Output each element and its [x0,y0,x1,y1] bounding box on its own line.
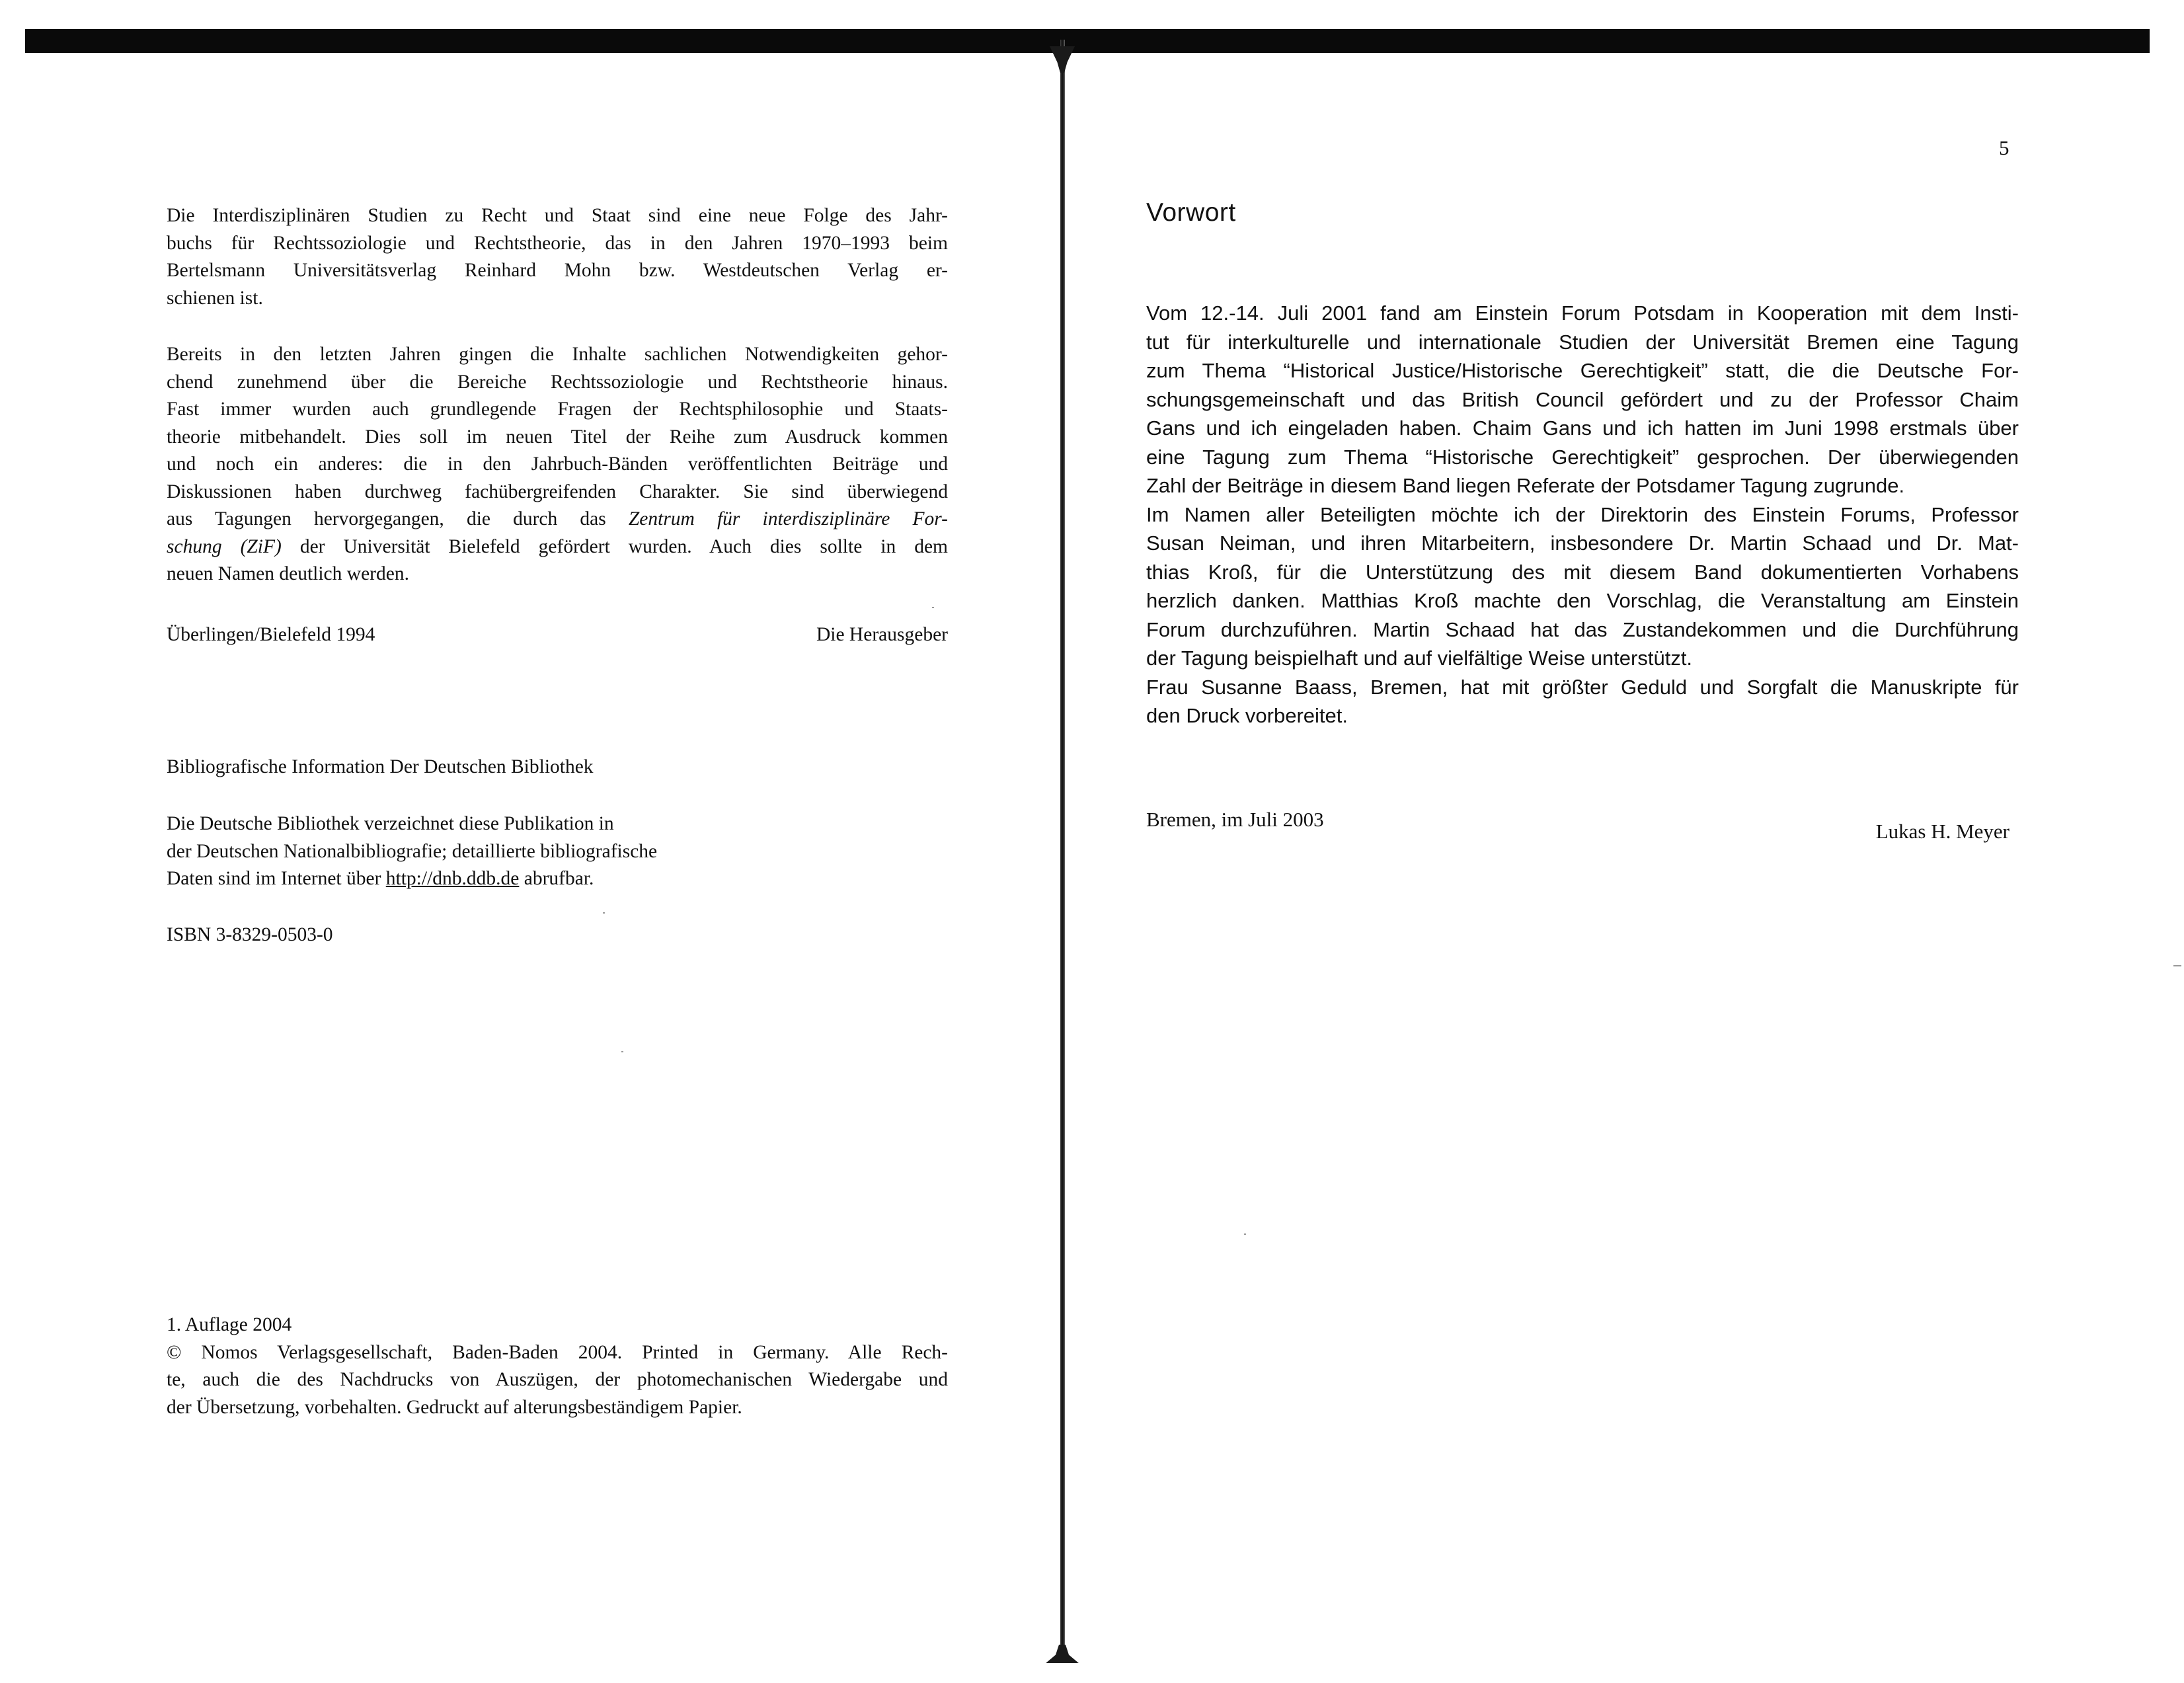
bibliographic-info-title [167,754,948,781]
author-signature: Lukas H. Meyer [1875,820,2009,843]
scan-speck [932,607,934,608]
editors-signature: Die Herausgeber [816,624,948,645]
text-line: chend zunehmend über die Bereiche Rechtssoziologie und Rechtstheorie hinaus. [167,371,948,393]
text-segment: der Universität Bielefeld gefördert wurden. Auch dies sollte in dem [281,535,948,557]
text-line: Forum durchzuführen. Martin Schaad hat das Zustandekommen und die Durchführung [1146,617,2019,641]
text-line: tut für interkulturelle und internationale Studien der Universität Bremen eine Tagung [1146,330,2019,354]
text-line: der Übersetzung, vorbehalten. Gedruckt auf alterungsbeständigem Papier. [167,1396,742,1418]
text-line [167,506,948,533]
text-line [167,865,948,893]
scan-speck [2173,965,2181,966]
zif-name-italic: Zentrum für interdisziplinäre For- [628,508,948,529]
page-number: 5 [1999,136,2009,159]
text-segment: Daten sind im Internet über [167,868,386,889]
text-line: der Deutschen Nationalbibliografie; detaillierte bibliografische [167,840,658,862]
place-date: Überlingen/Bielefeld 1994 [167,624,375,645]
series-intro-paragraph [167,202,948,312]
imprint-block [167,1311,948,1421]
text-line: Diskussionen haben durchweg fachübergreifenden Charakter. Sie sind überwiegend [167,481,948,502]
zif-name-italic: schung (ZiF) [167,535,282,557]
text-line: Die Interdisziplinären Studien zu Recht und Staat sind eine neue Folge des Jahr- [167,205,948,226]
scan-speck [603,912,605,914]
foreword-body [1146,299,2019,730]
text-line: Susan Neiman, und ihren Mitarbeitern, insbesondere Dr. Martin Schaad und Dr. Mat- [1146,531,2019,555]
text-line: te, auch die des Nachdrucks von Auszügen, der photomechanischen Wiedergabe und [167,1369,948,1390]
right-signature-row [1146,805,2009,843]
isbn [167,921,948,949]
text-line [167,533,948,561]
text-line: der Tagung beispielhaft und auf vielfältige Weise unterstützt. [1146,646,1693,670]
place-date: Bremen, im Juli 2003 [1146,808,1324,831]
left-signature-row [167,621,948,649]
text-line: buchs für Rechtssoziologie und Rechtstheorie, das in den Jahren 1970–1993 beim [167,232,948,254]
bib-title: Bibliografische Information Der Deutschen Bibliothek [167,756,594,777]
text-line: © Nomos Verlagsgesellschaft, Baden-Baden 2004. Printed in Germany. Alle Rech- [167,1341,948,1363]
scan-speck [621,1051,623,1052]
text-line: den Druck vorbereitet. [1146,704,1348,727]
book-spine-gutter [1060,40,1065,1646]
text-line: Frau Susanne Baass, Bremen, hat mit größter Geduld und Sorgfalt die Manuskripte für [1146,675,2019,699]
edition: 1. Auflage 2004 [167,1314,292,1335]
text-line: Bertelsmann Universitätsverlag Reinhard Mohn bzw. Westdeutschen Verlag er- [167,260,948,281]
text-line: theorie mitbehandelt. Dies soll im neuen Titel der Reihe zum Ausdruck kommen [167,426,948,448]
text-segment: aus Tagungen hervorgegangen, die durch das [167,508,629,529]
page-title: Vorwort [1146,198,1236,227]
scan-speck [1244,1233,1246,1235]
top-scan-border [25,29,2150,53]
spine-top-shadow [1050,46,1075,73]
text-line: zum Thema “Historical Justice/Historische Gerechtigkeit” statt, die die Deutsche For- [1146,359,2019,382]
text-line: herzlich danken. Matthias Kroß machte den Vorschlag, die Veranstaltung am Einstein [1146,589,2019,612]
text-line: Gans und ich eingeladen haben. Chaim Gans und ich hatten im Juni 1998 erstmals über [1146,416,2019,440]
text-line: Vom 12.-14. Juli 2001 fand am Einstein Forum Potsdam in Kooperation mit dem Insti- [1146,301,2019,325]
text-line: und noch ein anderes: die in den Jahrbuch-Bänden veröffentlichten Beiträge und [167,453,948,475]
text-line: Im Namen aller Beteiligten möchte ich der Direktorin des Einstein Forums, Professor [1146,502,2019,526]
spine-bottom-shadow [1046,1645,1079,1663]
text-line: schungsgemeinschaft und das British Council gefördert und zu der Professor Chaim [1146,387,2019,411]
text-segment: abrufbar. [519,868,594,889]
text-line: Bereits in den letzten Jahren gingen die Inhalte sachlichen Notwendigkeiten gehor- [167,344,948,365]
isbn-text: ISBN 3-8329-0503-0 [167,924,333,945]
bibliographic-info-text [167,810,948,893]
text-line: Fast immer wurden auch grundlegende Fragen der Rechtsphilosophie und Staats- [167,399,948,420]
text-line: neuen Namen deutlich werden. [167,563,409,584]
dnb-link[interactable]: http://dnb.ddb.de [385,868,520,889]
text-line: Die Deutsche Bibliothek verzeichnet diese Publikation in [167,813,614,834]
text-line: schienen ist. [167,287,263,309]
text-line: thias Kroß, für die Unterstützung des mit diesem Band dokumentierten Vorhabens [1146,560,2019,584]
text-line: Zahl der Beiträge in diesem Band liegen Referate der Potsdamer Tagung zugrunde. [1146,474,1905,497]
series-history-paragraph [167,341,948,588]
text-line: eine Tagung zum Thema “Historische Gerechtigkeit” gesprochen. Der überwiegenden [1146,445,2019,469]
